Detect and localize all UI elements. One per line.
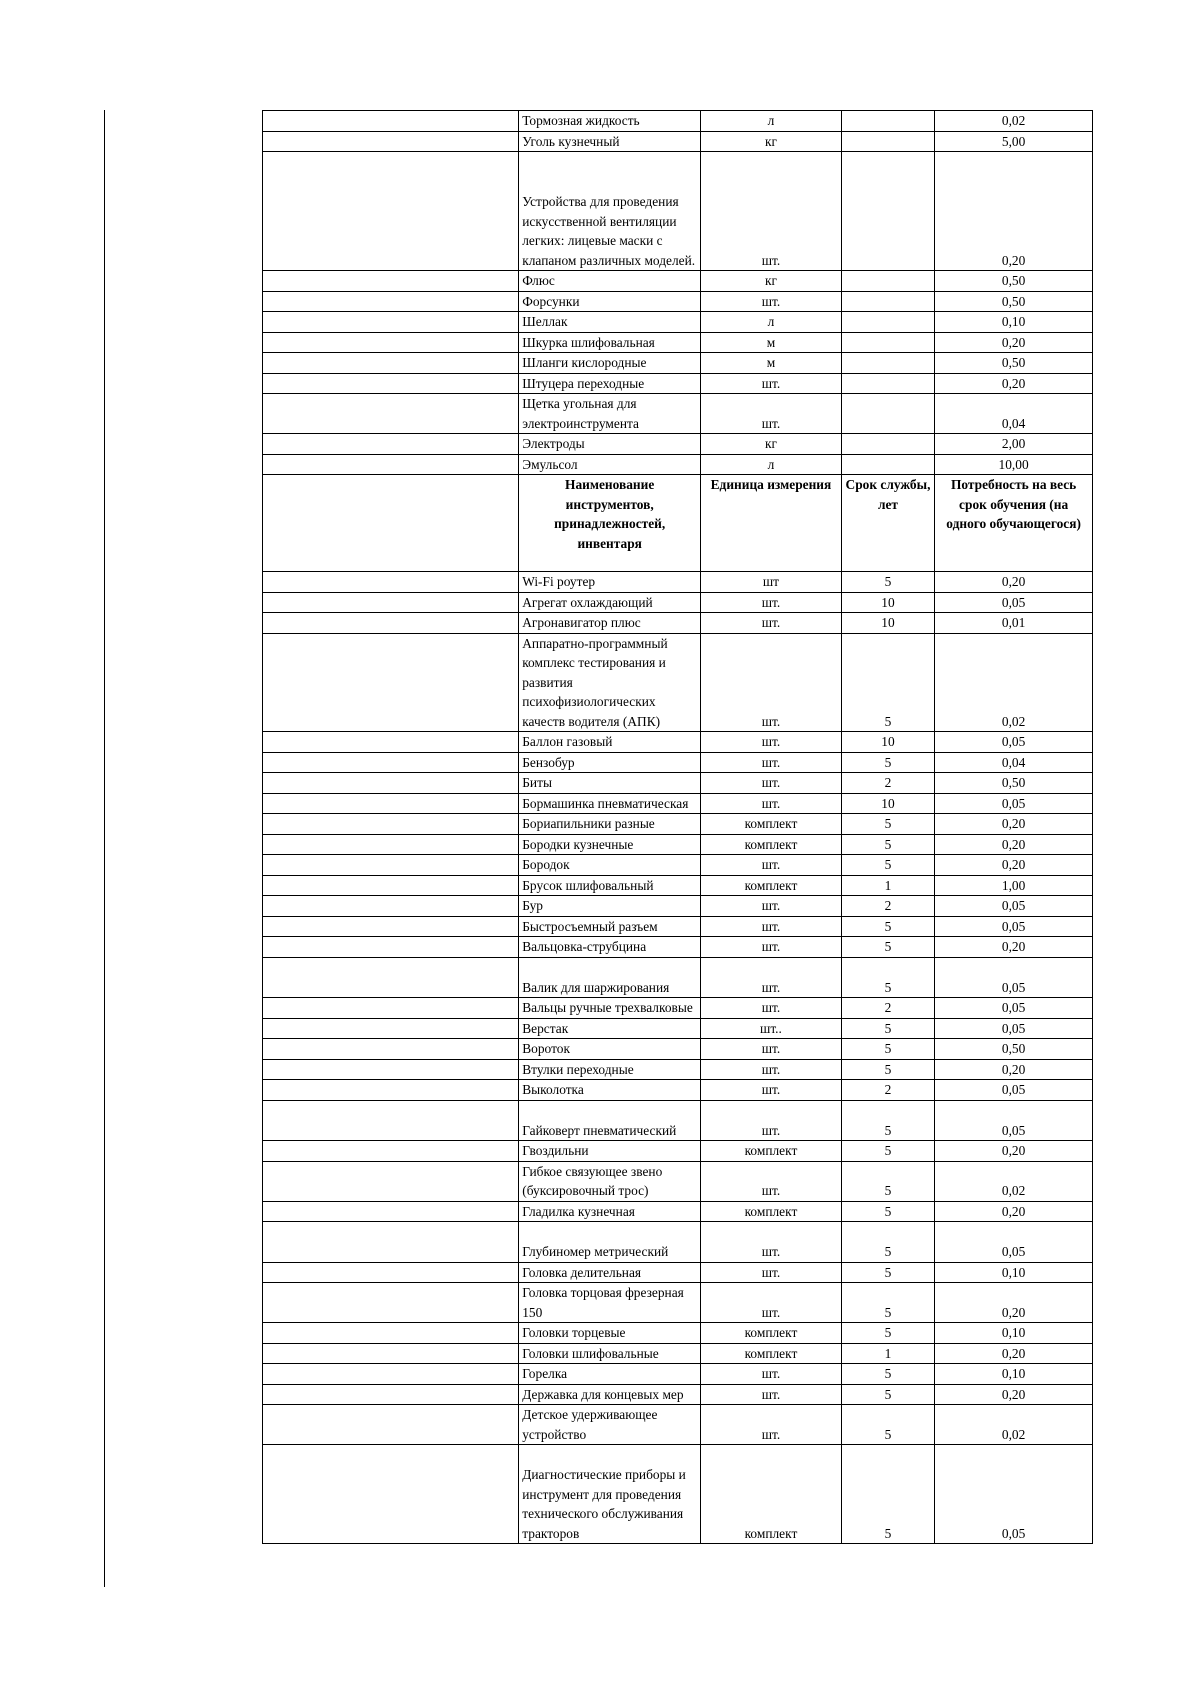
item-need: 0,05 (935, 896, 1093, 917)
empty-cell (263, 271, 519, 292)
item-name: Шкурка шлифовальная (519, 332, 701, 353)
empty-cell (263, 1445, 519, 1544)
empty-cell (263, 1323, 519, 1344)
table-row (263, 732, 1093, 753)
empty-cell (263, 475, 519, 572)
item-need: 0,20 (935, 373, 1093, 394)
item-unit: л (701, 312, 842, 333)
empty-cell (263, 291, 519, 312)
item-name: Агронавигатор плюс (519, 613, 701, 634)
item-life: 5 (841, 1018, 934, 1039)
table-row (263, 434, 1093, 455)
item-unit: шт. (701, 752, 842, 773)
item-life: 5 (841, 1039, 934, 1060)
item-name: Шеллак (519, 312, 701, 333)
item-need: 0,20 (935, 1283, 1093, 1323)
table-row (263, 1283, 1093, 1323)
item-need: 0,20 (935, 834, 1093, 855)
item-life (841, 353, 934, 374)
table-header-row (263, 475, 1093, 572)
item-name: Гвоздильни (519, 1141, 701, 1162)
empty-cell (263, 353, 519, 374)
item-unit: комплект (701, 834, 842, 855)
item-need: 0,20 (935, 332, 1093, 353)
item-need: 0,50 (935, 353, 1093, 374)
item-unit: шт. (701, 773, 842, 794)
table-row (263, 1343, 1093, 1364)
item-need: 0,50 (935, 291, 1093, 312)
item-life (841, 394, 934, 434)
item-life (841, 152, 934, 271)
item-need: 1,00 (935, 875, 1093, 896)
table-row (263, 271, 1093, 292)
item-life: 2 (841, 773, 934, 794)
table-row (263, 1141, 1093, 1162)
item-need: 0,04 (935, 394, 1093, 434)
item-name: Уголь кузнечный (519, 131, 701, 152)
item-name: Бур (519, 896, 701, 917)
item-unit: кг (701, 271, 842, 292)
empty-cell (263, 572, 519, 593)
item-unit: комплект (701, 875, 842, 896)
item-name: Баллон газовый (519, 732, 701, 753)
item-life: 5 (841, 855, 934, 876)
table-row (263, 916, 1093, 937)
item-name: Эмульсол (519, 454, 701, 475)
table-row (263, 312, 1093, 333)
item-name: Форсунки (519, 291, 701, 312)
table-row (263, 394, 1093, 434)
item-name: Диагностические приборы и инструмент для проведения технического обслуживания тракторов (519, 1445, 701, 1544)
item-name: Флюс (519, 271, 701, 292)
item-unit: шт. (701, 732, 842, 753)
item-unit: шт. (701, 896, 842, 917)
item-need: 0,20 (935, 937, 1093, 958)
item-life: 5 (841, 1445, 934, 1544)
item-life: 5 (841, 1222, 934, 1263)
item-need: 0,10 (935, 1364, 1093, 1385)
empty-cell (263, 957, 519, 998)
item-life: 10 (841, 732, 934, 753)
item-unit: комплект (701, 1201, 842, 1222)
item-need: 0,10 (935, 1323, 1093, 1344)
table-row (263, 332, 1093, 353)
item-unit: шт. (701, 998, 842, 1019)
item-unit: шт. (701, 291, 842, 312)
item-name: Валик для шаржирования (519, 957, 701, 998)
empty-cell (263, 1100, 519, 1141)
item-need: 0,50 (935, 773, 1093, 794)
item-name: Щетка угольная для электроинструмента (519, 394, 701, 434)
empty-cell (263, 793, 519, 814)
item-unit: шт. (701, 613, 842, 634)
item-life: 5 (841, 1161, 934, 1201)
item-need: 0,20 (935, 1141, 1093, 1162)
item-need: 0,05 (935, 1222, 1093, 1263)
item-life: 1 (841, 1343, 934, 1364)
table-row (263, 1262, 1093, 1283)
item-name: Штуцера переходные (519, 373, 701, 394)
item-name: Бородок (519, 855, 701, 876)
item-name: Вальцовка-струбцина (519, 937, 701, 958)
table-row (263, 1100, 1093, 1141)
table-row (263, 957, 1093, 998)
item-need: 0,02 (935, 111, 1093, 132)
item-need: 5,00 (935, 131, 1093, 152)
empty-cell (263, 1384, 519, 1405)
item-unit: шт. (701, 1283, 842, 1323)
item-need: 0,50 (935, 271, 1093, 292)
empty-cell (263, 773, 519, 794)
item-need: 0,04 (935, 752, 1093, 773)
item-name: Втулки переходные (519, 1059, 701, 1080)
item-unit: комплект (701, 814, 842, 835)
item-name: Бориапильники разные (519, 814, 701, 835)
table-row (263, 1018, 1093, 1039)
item-name: Устройства для проведения искусственной вентиляции легких: лицевые маски с клапаном различных моделей. (519, 152, 701, 271)
item-unit: шт. (701, 1405, 842, 1445)
item-name: Тормозная жидкость (519, 111, 701, 132)
item-name: Агрегат охлаждающий (519, 592, 701, 613)
empty-cell (263, 111, 519, 132)
item-need: 10,00 (935, 454, 1093, 475)
item-need: 0,20 (935, 814, 1093, 835)
item-name: Выколотка (519, 1080, 701, 1101)
item-need: 0,05 (935, 1018, 1093, 1039)
item-life: 5 (841, 572, 934, 593)
item-name: Бородки кузнечные (519, 834, 701, 855)
item-life: 5 (841, 633, 934, 732)
item-life (841, 131, 934, 152)
item-name: Шланги кислородные (519, 353, 701, 374)
item-name: Головки торцевые (519, 1323, 701, 1344)
empty-cell (263, 916, 519, 937)
table-row (263, 1405, 1093, 1445)
item-life: 5 (841, 1405, 934, 1445)
item-unit: комплект (701, 1141, 842, 1162)
item-name: Гибкое связующее звено (буксировочный трос) (519, 1161, 701, 1201)
item-need: 0,05 (935, 1445, 1093, 1544)
item-life: 2 (841, 896, 934, 917)
margin-rule (104, 110, 105, 1587)
table-row (263, 998, 1093, 1019)
table-row (263, 1384, 1093, 1405)
item-unit: шт. (701, 1039, 842, 1060)
empty-cell (263, 834, 519, 855)
item-name: Вороток (519, 1039, 701, 1060)
item-life: 10 (841, 793, 934, 814)
item-name: Wi-Fi роутер (519, 572, 701, 593)
table-row (263, 1364, 1093, 1385)
item-life (841, 111, 934, 132)
item-name: Глубиномер метрический (519, 1222, 701, 1263)
item-unit: шт. (701, 592, 842, 613)
item-unit: шт. (701, 1364, 842, 1385)
empty-cell (263, 454, 519, 475)
item-need: 0,02 (935, 1405, 1093, 1445)
item-need: 0,10 (935, 1262, 1093, 1283)
item-life: 5 (841, 1201, 934, 1222)
empty-cell (263, 752, 519, 773)
item-name: Аппаратно-программный комплекс тестирования и развития психофизиологических качеств водителя (АПК) (519, 633, 701, 732)
table-row (263, 152, 1093, 271)
empty-cell (263, 1141, 519, 1162)
table-row (263, 111, 1093, 132)
item-name: Горелка (519, 1364, 701, 1385)
item-unit: шт. (701, 1100, 842, 1141)
empty-cell (263, 896, 519, 917)
item-name: Электроды (519, 434, 701, 455)
item-life (841, 434, 934, 455)
item-need: 0,02 (935, 1161, 1093, 1201)
table-row (263, 592, 1093, 613)
item-unit: шт. (701, 916, 842, 937)
empty-cell (263, 312, 519, 333)
empty-cell (263, 1283, 519, 1323)
item-unit: шт. (701, 1161, 842, 1201)
item-need: 0,05 (935, 592, 1093, 613)
item-life (841, 332, 934, 353)
item-life: 5 (841, 1323, 934, 1344)
empty-cell (263, 613, 519, 634)
item-unit: шт. (701, 152, 842, 271)
item-unit: м (701, 332, 842, 353)
table-row (263, 793, 1093, 814)
item-name: Головки шлифовальные (519, 1343, 701, 1364)
item-life (841, 312, 934, 333)
header-name: Наименование инструментов, принадлежностей, инвентаря (519, 475, 701, 572)
empty-cell (263, 937, 519, 958)
item-unit: шт. (701, 937, 842, 958)
empty-cell (263, 633, 519, 732)
item-unit: шт (701, 572, 842, 593)
item-unit: л (701, 111, 842, 132)
item-unit: шт. (701, 1080, 842, 1101)
item-life: 2 (841, 998, 934, 1019)
item-life: 5 (841, 752, 934, 773)
table-row (263, 291, 1093, 312)
table-row (263, 773, 1093, 794)
item-name: Гладилка кузнечная (519, 1201, 701, 1222)
table-row (263, 1323, 1093, 1344)
item-name: Головка торцовая фрезерная 150 (519, 1283, 701, 1323)
item-name: Бормашинка пневматическая (519, 793, 701, 814)
equipment-table (262, 110, 1093, 1544)
item-need: 0,01 (935, 613, 1093, 634)
item-unit: шт. (701, 1222, 842, 1263)
item-name: Биты (519, 773, 701, 794)
item-life: 5 (841, 1141, 934, 1162)
item-need: 0,20 (935, 572, 1093, 593)
item-unit: шт. (701, 793, 842, 814)
empty-cell (263, 1059, 519, 1080)
item-life: 5 (841, 957, 934, 998)
item-unit: шт. (701, 1059, 842, 1080)
empty-cell (263, 592, 519, 613)
table-row (263, 814, 1093, 835)
empty-cell (263, 1405, 519, 1445)
item-name: Брусок шлифовальный (519, 875, 701, 896)
empty-cell (263, 332, 519, 353)
item-life: 10 (841, 613, 934, 634)
item-unit: л (701, 454, 842, 475)
item-life: 10 (841, 592, 934, 613)
empty-cell (263, 732, 519, 753)
item-unit: кг (701, 131, 842, 152)
item-life: 5 (841, 814, 934, 835)
item-unit: шт. (701, 1262, 842, 1283)
item-life: 5 (841, 1384, 934, 1405)
item-need: 0,50 (935, 1039, 1093, 1060)
table-row (263, 1080, 1093, 1101)
item-life (841, 373, 934, 394)
item-need: 0,20 (935, 1384, 1093, 1405)
item-need: 0,05 (935, 793, 1093, 814)
header-unit: Единица измерения (701, 475, 842, 572)
empty-cell (263, 434, 519, 455)
table-row (263, 1059, 1093, 1080)
empty-cell (263, 855, 519, 876)
item-life (841, 454, 934, 475)
table-row (263, 1201, 1093, 1222)
header-life: Срок службы, лет (841, 475, 934, 572)
item-need: 2,00 (935, 434, 1093, 455)
item-life: 5 (841, 1059, 934, 1080)
table-row (263, 855, 1093, 876)
item-life: 5 (841, 937, 934, 958)
table-row (263, 834, 1093, 855)
table-row (263, 353, 1093, 374)
table-row (263, 131, 1093, 152)
item-life: 5 (841, 916, 934, 937)
item-name: Вальцы ручные трехвалковые (519, 998, 701, 1019)
item-life: 5 (841, 1100, 934, 1141)
empty-cell (263, 1343, 519, 1364)
table-row (263, 633, 1093, 732)
table-row (263, 896, 1093, 917)
table-row (263, 937, 1093, 958)
item-unit: кг (701, 434, 842, 455)
table-row (263, 1039, 1093, 1060)
item-need: 0,20 (935, 152, 1093, 271)
empty-cell (263, 998, 519, 1019)
empty-cell (263, 1018, 519, 1039)
item-life: 5 (841, 1262, 934, 1283)
item-need: 0,20 (935, 1059, 1093, 1080)
item-unit: шт. (701, 855, 842, 876)
item-name: Быстросъемный разъем (519, 916, 701, 937)
table-row (263, 1161, 1093, 1201)
item-unit: комплект (701, 1445, 842, 1544)
item-unit: комплект (701, 1343, 842, 1364)
item-unit: шт. (701, 1384, 842, 1405)
empty-cell (263, 1080, 519, 1101)
table-row (263, 373, 1093, 394)
equipment-table-body (263, 111, 1093, 1544)
item-need: 0,05 (935, 1080, 1093, 1101)
item-life: 1 (841, 875, 934, 896)
empty-cell (263, 394, 519, 434)
item-unit: шт. (701, 957, 842, 998)
empty-cell (263, 152, 519, 271)
item-need: 0,02 (935, 633, 1093, 732)
item-name: Верстак (519, 1018, 701, 1039)
item-life: 5 (841, 1364, 934, 1385)
item-life: 2 (841, 1080, 934, 1101)
item-name: Детское удерживающее устройство (519, 1405, 701, 1445)
empty-cell (263, 373, 519, 394)
table-row (263, 572, 1093, 593)
table-row (263, 1445, 1093, 1544)
empty-cell (263, 131, 519, 152)
item-life: 5 (841, 834, 934, 855)
item-need: 0,05 (935, 1100, 1093, 1141)
item-need: 0,05 (935, 916, 1093, 937)
table-row (263, 1222, 1093, 1263)
item-need: 0,05 (935, 957, 1093, 998)
item-unit: шт.. (701, 1018, 842, 1039)
empty-cell (263, 1222, 519, 1263)
item-need: 0,10 (935, 312, 1093, 333)
item-name: Бензобур (519, 752, 701, 773)
item-need: 0,05 (935, 998, 1093, 1019)
item-need: 0,20 (935, 1343, 1093, 1364)
table-row (263, 454, 1093, 475)
empty-cell (263, 814, 519, 835)
empty-cell (263, 1161, 519, 1201)
header-need: Потребность на весь срок обучения (на одного обучающегося) (935, 475, 1093, 572)
item-name: Державка для концевых мер (519, 1384, 701, 1405)
table-row (263, 875, 1093, 896)
item-unit: м (701, 353, 842, 374)
item-unit: комплект (701, 1323, 842, 1344)
item-name: Гайковерт пневматический (519, 1100, 701, 1141)
item-need: 0,20 (935, 855, 1093, 876)
empty-cell (263, 1039, 519, 1060)
empty-cell (263, 1262, 519, 1283)
item-unit: шт. (701, 394, 842, 434)
item-life: 5 (841, 1283, 934, 1323)
empty-cell (263, 1201, 519, 1222)
item-unit: шт. (701, 373, 842, 394)
item-need: 0,20 (935, 1201, 1093, 1222)
item-unit: шт. (701, 633, 842, 732)
table-row (263, 613, 1093, 634)
empty-cell (263, 1364, 519, 1385)
item-life (841, 271, 934, 292)
empty-cell (263, 875, 519, 896)
item-name: Головка делительная (519, 1262, 701, 1283)
item-life (841, 291, 934, 312)
item-need: 0,05 (935, 732, 1093, 753)
table-row (263, 752, 1093, 773)
